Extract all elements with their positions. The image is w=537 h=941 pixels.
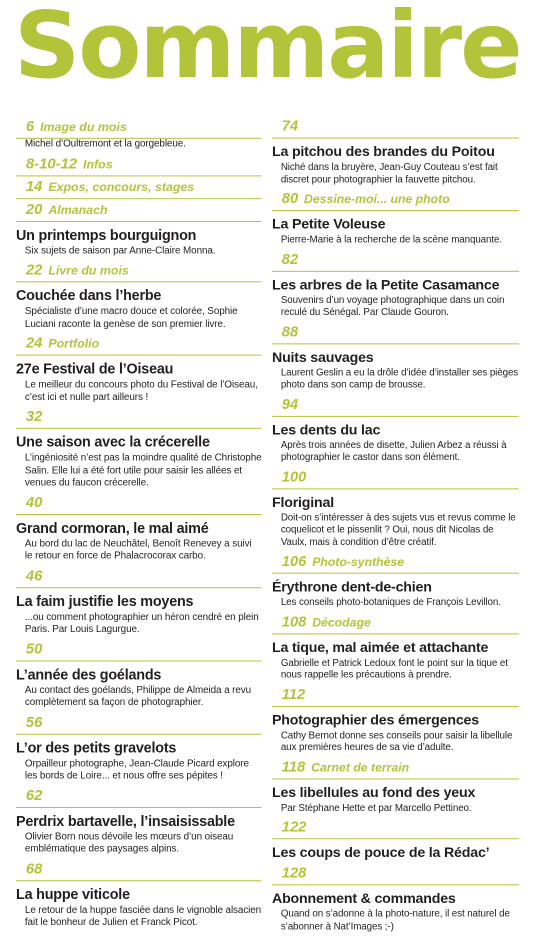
page-number: 122 [281, 818, 307, 836]
article-description: ...ou comment photographier un héron cendré en plein Paris. Par Louis Lagurgue. [24, 611, 259, 635]
page-number-row [272, 189, 519, 212]
article-description: Au bord du lac de Neuchâtel, Benoît Renevey a suivi le retour en force de Phalacrocorax carbo. [24, 538, 252, 562]
article-title: Abonnement & commandes [272, 891, 456, 907]
article-title: Les libellules au fond des yeux [272, 784, 476, 801]
article-description: Laurent Geslin a eu la drôle d’idée d’installer ses pièges photo dans son camp de brousse. [280, 367, 519, 391]
section-label: Décodage [312, 615, 371, 630]
toc-entry[interactable] [272, 551, 519, 609]
article-title: Érythrone dent-de-chien [272, 579, 432, 596]
section-label: Livre du mois [48, 263, 129, 278]
page-number: 40 [25, 493, 43, 511]
page-number-row [16, 333, 262, 356]
toc-entry[interactable] [16, 176, 262, 199]
article-title: L’année des goélands [16, 666, 162, 683]
page-number-row [272, 551, 519, 574]
toc-entry[interactable] [16, 199, 262, 258]
page-number: 68 [25, 859, 43, 877]
toc-entry[interactable] [16, 406, 262, 490]
toc-entry[interactable] [272, 817, 519, 862]
toc-entry[interactable] [272, 249, 519, 320]
toc-entry[interactable] [16, 711, 262, 782]
toc-entry[interactable] [272, 394, 519, 465]
page-number-row [16, 785, 262, 808]
section-label: Infos [83, 157, 113, 171]
page-number-row [272, 611, 519, 634]
toc-entry[interactable] [272, 756, 519, 814]
page-number: 46 [25, 566, 43, 584]
article-description: Six sujets de saison par Anne-Claire Monna. [24, 245, 216, 257]
article-description: Après trois années de disette, Julien Arbez a réussi à photographier le castor dans son élément. [280, 439, 507, 463]
page-number: 128 [281, 864, 307, 882]
page-number: 20 [25, 200, 43, 218]
section-label: Image du mois [40, 119, 127, 134]
page-number: 6 [25, 117, 35, 135]
page-number: 22 [25, 261, 43, 279]
page-number: 56 [25, 713, 43, 731]
page-number: 24 [25, 334, 43, 352]
section-label: Portfolio [48, 336, 100, 351]
article-description: Le meilleur du concours photo du Festival de l’Oiseau, c’est ici et nulle part ailleurs ! [24, 379, 258, 403]
article-title: La tique, mal aimée et attachante [272, 639, 489, 656]
article-description: Olivier Born nous dévoile les mœurs d’un oiseau emblématique des paysages alpins. [24, 831, 234, 855]
page-number: 8-10-12 [25, 155, 78, 172]
page-number-row [272, 817, 519, 840]
page-number-row [16, 711, 262, 734]
page-number-row [272, 756, 519, 779]
section-label: Photo-synthèse [312, 555, 405, 569]
page-number-row [272, 466, 519, 489]
article-title: Les coups de pouce de la Rédac’ [272, 845, 490, 861]
article-title: Perdrix bartavelle, l’insaisissable [16, 813, 235, 830]
section-label: Carnet de terrain [311, 760, 410, 775]
article-description: Le retour de la huppe fasciée dans le vignoble alsacien fait le bonheur de Julien et Franck Picot. [24, 904, 262, 928]
article-title: La faim justifie les moyens [16, 593, 194, 610]
page-number-row [16, 492, 262, 515]
article-description: Au contact des goélands, Philippe de Almeida a revu complètement sa façon de photographier. [24, 684, 252, 709]
toc-entry[interactable] [16, 260, 262, 331]
page-number-row [16, 858, 262, 881]
article-title: Grand cormoran, le mal aimé [16, 520, 209, 537]
toc-entry[interactable] [272, 863, 519, 934]
toc-entry[interactable] [272, 684, 519, 755]
article-title: Photographier des émergences [272, 712, 479, 729]
article-title: 27e Festival de l’Oiseau [16, 361, 174, 378]
page-number-row [16, 153, 262, 176]
article-description: Pierre-Marie à la recherche de la scène manquante. [280, 234, 502, 246]
article-title: Nuits sauvages [272, 349, 374, 366]
page-number: 50 [25, 640, 43, 658]
page-number: 118 [281, 758, 306, 776]
page-number: 108 [281, 613, 307, 631]
article-description: Niché dans la bruyère, Jean-Guy Couteau s’est fait discret pour photographier la fauvette pitchou. [280, 162, 498, 186]
page-number-row [272, 863, 519, 886]
section-label: Dessine-moi... une photo [304, 192, 450, 207]
article-description: Cathy Bernot donne ses conseils pour saisir la libellule aux premières heures de sa vie d’adulte. [280, 729, 513, 753]
toc-entry[interactable] [16, 858, 262, 929]
article-description: Doit-on s’intéresser à des sujets vus et revus comme le coquelicot et le pissenlit ? Oui, nous dit Nicolas de Vaulx, mais à condition d’être créatif. [280, 512, 516, 548]
page-number-row [272, 249, 519, 272]
article-title: Couchée dans l’herbe [16, 288, 162, 305]
article-title: Floriginal [272, 494, 335, 511]
article-description: Quand on s’adonne à la photo-nature, il est naturel de s’abonner à Nat’Images ;-) [280, 908, 510, 932]
toc-entry[interactable] [272, 116, 519, 187]
page-number: 88 [281, 323, 299, 340]
article-description: L’ingéniosité n’est pas la moindre qualité de Christophe Salin. Elle lui a été fort utile pour saisir les allées et venues du faucon crécerelle. [24, 452, 262, 489]
toc-entry[interactable] [16, 785, 262, 856]
section-label: Expos, concours, stages [48, 179, 195, 194]
page-number-row [16, 116, 262, 139]
article-title: Un printemps bourguignon [16, 227, 197, 244]
page-number-row [272, 394, 519, 417]
page-number: 82 [281, 250, 299, 268]
page-number-row [16, 176, 262, 199]
article-description: Gabrielle et Patrick Ledoux font le point sur la tique et nous rappelle les précautions à prendre. [280, 657, 508, 681]
page-number: 106 [281, 553, 307, 570]
article-title: L’or des petits gravelots [16, 740, 177, 757]
page-number-row [272, 116, 519, 139]
article-title: La Petite Voleuse [272, 216, 386, 233]
toc-entry[interactable] [16, 333, 262, 404]
article-title: La pitchou des brandes du Poitou [272, 144, 495, 161]
page-number-row [16, 565, 262, 588]
article-title: La huppe viticole [16, 886, 130, 903]
page-number-row [272, 684, 519, 707]
article-description: Michel d’Oultremont et la gorgebleue. [24, 138, 186, 150]
toc-left-column [16, 116, 262, 931]
page-title: Sommaire [14, 0, 521, 99]
article-title: Les arbres de la Petite Casamance [272, 277, 500, 293]
article-description: Spécialiste d’une macro douce et colorée, Sophie Luciani raconte la genèse de son premier livre. [24, 306, 238, 330]
toc-entry[interactable] [272, 466, 519, 549]
article-description: Souvenirs d’un voyage photographique dans un coin reculé du Sénégal. Par Claude Gouron. [280, 294, 505, 318]
toc-right-column [272, 116, 519, 935]
page-number: 94 [281, 395, 299, 413]
page-number: 80 [281, 190, 299, 208]
toc-entry[interactable] [272, 189, 519, 247]
toc-entry[interactable] [272, 321, 519, 392]
section-label: Almanach [48, 202, 108, 217]
toc-entry[interactable] [16, 565, 262, 636]
page-number: 62 [25, 786, 43, 804]
article-description: Par Stéphane Hette et par Marcello Pettineo. [280, 802, 472, 814]
article-description: Orpailleur photographe, Jean-Claude Picard explore les bords de Loire... et nous offre ses pépites ! [24, 758, 249, 782]
toc-entry[interactable] [272, 611, 519, 682]
article-title: Une saison avec la crécerelle [16, 434, 210, 451]
page-number-row [16, 199, 262, 222]
article-description: Les conseils photo-botaniques de François Levillon. [280, 597, 501, 608]
page-number: 74 [281, 117, 299, 135]
page-number: 14 [25, 177, 43, 195]
toc-entry[interactable] [16, 492, 262, 563]
toc-entry[interactable] [16, 116, 262, 151]
page-number: 112 [281, 685, 306, 703]
page-number: 32 [25, 408, 43, 425]
page-number: 100 [281, 468, 307, 485]
page-number-row [16, 406, 262, 429]
toc-entry[interactable] [16, 153, 262, 176]
article-title: Les dents du lac [272, 422, 381, 438]
page-number-row [16, 638, 262, 661]
page-number-row [272, 321, 519, 344]
page-number-row [16, 260, 262, 283]
toc-entry[interactable] [16, 638, 262, 709]
